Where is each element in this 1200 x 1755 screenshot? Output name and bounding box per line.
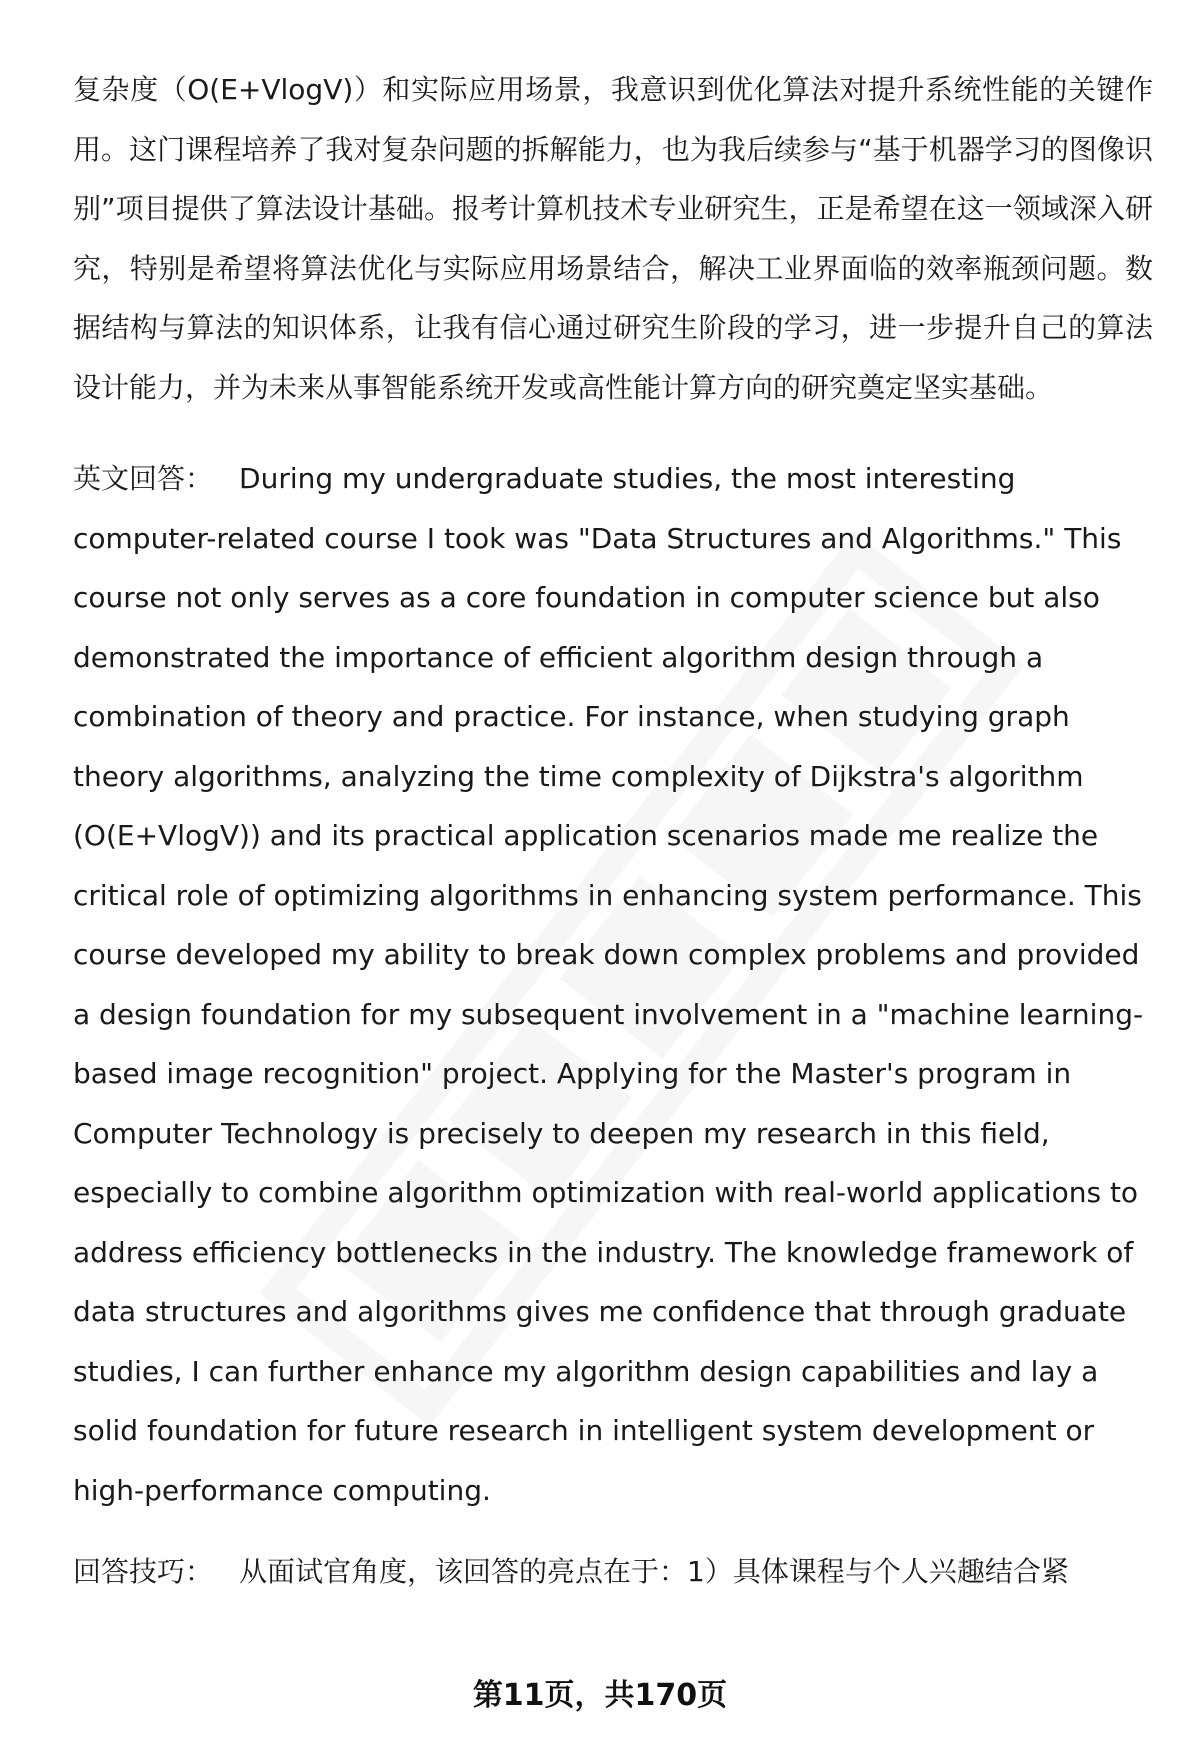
page-number: 第11页，共170页 <box>472 1678 728 1713</box>
answer-tips-paragraph <box>73 1542 1153 1602</box>
english-answer-paragraph <box>73 449 1153 1520</box>
page-content <box>73 60 1153 1602</box>
chinese-answer-paragraph: 复杂度（O(E+VlogV)）和实际应用场景，我意识到优化算法对提升系统性能的关键作用。这门课程培养了我对复杂问题的拆解能力，也为我后续参与“基于机器学习的图像识别”项目提供了算法设计基础。报考计算机技术专业研究生，正是希望在这一领域深入研究，特别是希望将算法优化与实际应用场景结合，解决工业界面临的效率瓶颈问题。数据结构与算法的知识体系，让我有信心通过研究生阶段的学习，进一步提升自己的算法设计能力，并为未来从事智能系统开发或高性能计算方向的研究奠定坚实基础。 <box>73 73 1153 404</box>
answer-tips-text: 从面试官角度，该回答的亮点在于：1）具体课程与个人兴趣结合紧 <box>239 1555 1069 1588</box>
english-answer-label: 英文回答： <box>73 462 214 495</box>
english-answer-text: During my undergraduate studies, the most interesting computer-related course I took was "Data Structures and Algorithms." This course not only serves as a core foundation in computer science but also demonstrated the importance of efficient algorithm design through a combination of theory and practice. For instance, when studying graph theory algorithms, analyzing the time complexity of Dijkstra's algorithm (O(E+VlogV)) and its practical application scenarios made me realize the critical role of optimizing algorithms in enhancing system performance. This course developed my ability to break down complex problems and provided a design foundation for my subsequent involvement in a "machine learning-based image recognition" project. Applying for the Master's program in Computer Technology is precisely to deepen my research in this field, especially to combine algorithm optimization with real-world applications to address efficiency bottlenecks in the industry. The knowledge framework of data structures and algorithms gives me confidence that through graduate studies, I can further enhance my algorithm design capabilities and lay a solid foundation for future research in intelligent system development or high-performance computing. <box>73 462 1144 1507</box>
answer-tips-label: 回答技巧： <box>73 1555 214 1588</box>
